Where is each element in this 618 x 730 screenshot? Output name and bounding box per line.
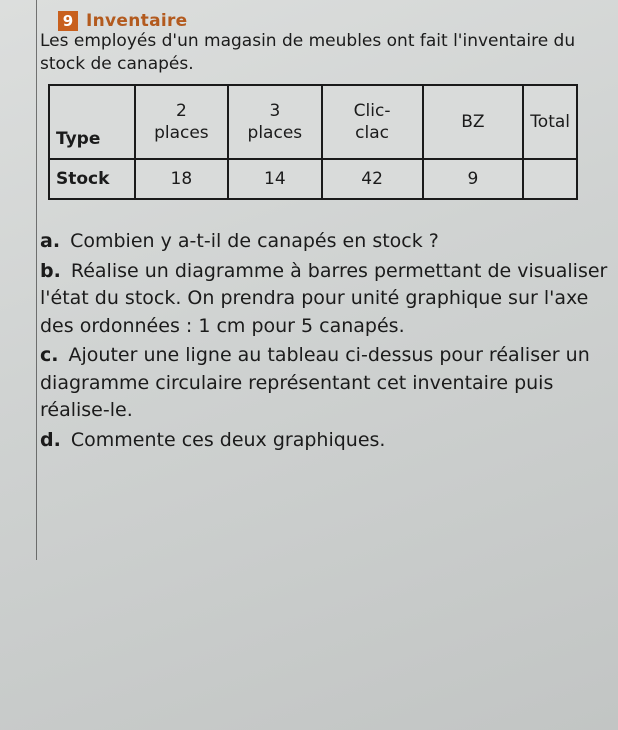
question-text: Combien y a-t-il de canapés en stock ? [70, 230, 439, 252]
table-cell-value: 9 [423, 159, 524, 199]
column-header-line1: 3 [269, 101, 281, 121]
question-letter: b. [40, 259, 61, 282]
column-header-3-places [228, 85, 321, 159]
page-edge-line [36, 0, 37, 560]
column-header-line2: places [154, 123, 209, 143]
question-text: Ajouter une ligne au tableau ci-dessus pour réaliser un diagramme circulaire représentant cet inventaire puis réalise-le. [40, 344, 590, 421]
column-header-2-places [135, 85, 228, 159]
questions-list [40, 228, 610, 456]
row-label-text: Type [56, 129, 101, 149]
question-a [40, 228, 610, 256]
stock-table [48, 84, 578, 200]
exercise-header [58, 10, 187, 32]
column-header-line1: 2 [175, 101, 187, 121]
intro-text: Les employés d'un magasin de meubles ont fait l'inventaire du stock de canapés. [40, 31, 576, 74]
table-cell-total-empty [523, 159, 577, 199]
column-header-clic-clac [322, 85, 423, 159]
column-header-line2: clac [355, 123, 389, 143]
row-label-stock: Stock [49, 159, 135, 199]
table-cell-value: 18 [135, 159, 228, 199]
table-cell-value: 14 [228, 159, 321, 199]
table-header-row [49, 85, 577, 159]
question-c [40, 342, 610, 425]
column-header-line1: Clic- [353, 101, 391, 121]
question-d [40, 427, 610, 455]
exercise-title: Inventaire [86, 11, 188, 31]
column-header-bz [423, 85, 524, 159]
question-text: Commente ces deux graphiques. [70, 428, 386, 451]
column-header-line2: places [247, 123, 303, 143]
table-data-row [49, 159, 577, 199]
row-label-type [49, 85, 135, 159]
table-cell-value: 42 [322, 159, 423, 199]
question-letter: a. [40, 230, 61, 252]
question-text: Réalise un diagramme à barres permettant de visualiser l'état du stock. On prendra pour unité graphique sur l'axe des ordonnées : 1 cm pour 5 canapés. [40, 259, 608, 337]
question-letter: c. [40, 344, 59, 366]
exercise-number-badge: 9 [58, 11, 78, 31]
question-letter: d. [40, 428, 61, 451]
column-header-line1: BZ [461, 112, 485, 132]
question-b [40, 258, 610, 341]
column-header-line1: Total [530, 112, 570, 132]
column-header-total [523, 85, 577, 159]
